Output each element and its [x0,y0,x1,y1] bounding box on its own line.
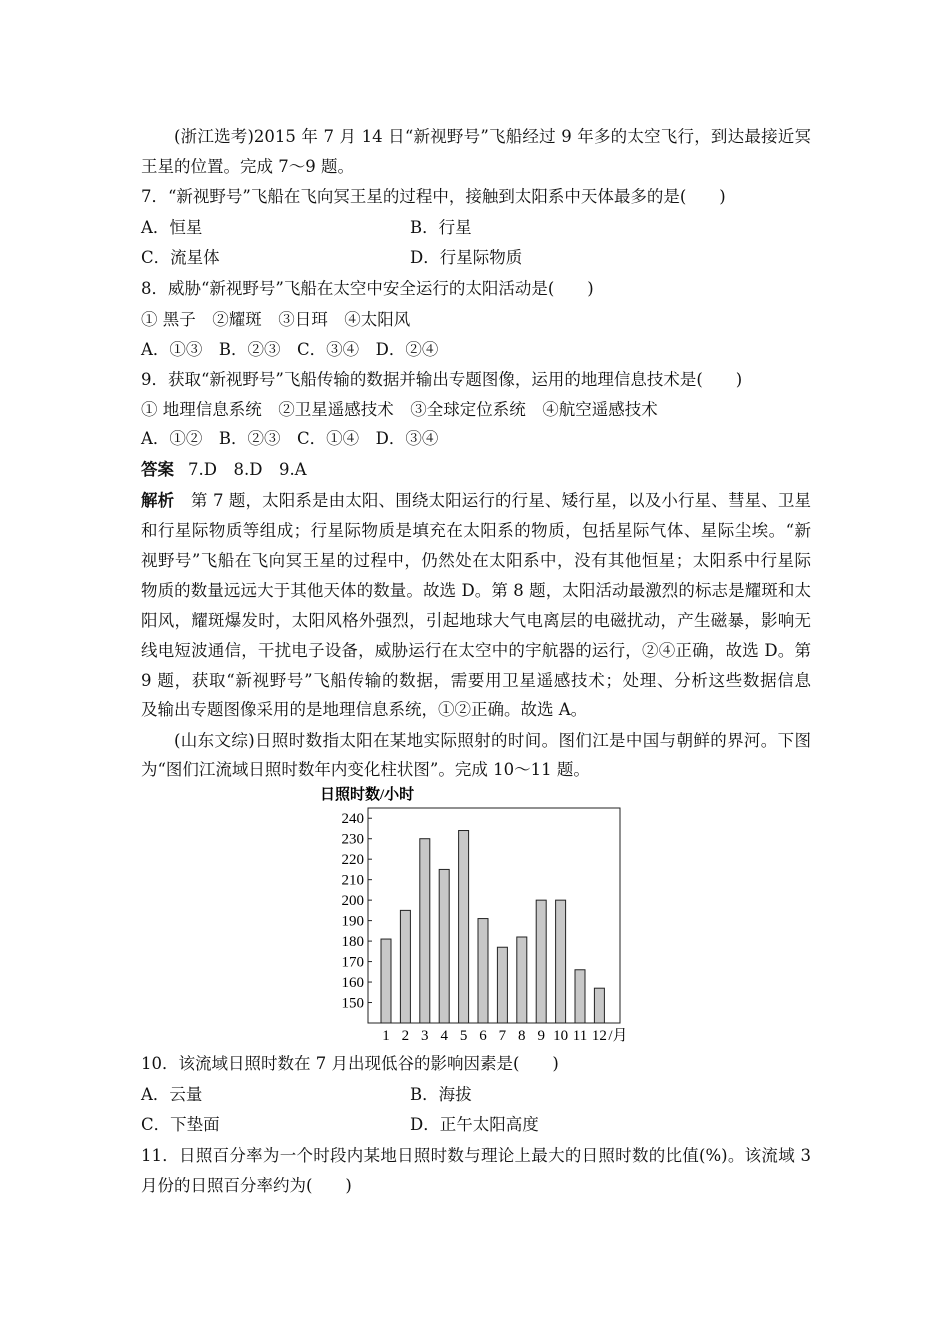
y-tick-label: 200 [341,893,364,910]
question-10-option-a: A．云量 [141,1085,203,1104]
x-tick-label: 9 [537,1028,545,1042]
y-tick-label: 160 [341,975,364,992]
bar-month-8 [517,937,527,1023]
question-10-options-row-1 [141,1085,811,1105]
answer-line [141,460,811,480]
question-7-option-d: D．行星际物质 [410,248,523,267]
analysis-line-5: 阳风，耀斑爆发时，太阳风格外强烈，引起地球大气电离层的电磁扰动，产生磁暴，影响无 [141,611,811,630]
question-7-option-b: B．行星 [410,218,472,237]
answer-label: 答案 [141,460,174,479]
bar-month-4 [439,869,449,1023]
x-tick-label: 5 [459,1028,468,1042]
x-axis-unit: /月 [608,1028,628,1042]
analysis-line-3: 视野号”飞船在飞向冥王星的过程中，仍然处在太阳系中，没有其他恒星；太阳系中行星际 [141,551,811,570]
bar-month-12 [594,988,604,1023]
bar-month-5 [459,831,469,1023]
question-11-line-2: 月份的日照百分率约为( ) [141,1176,352,1195]
intro-1-line-1: (浙江选考)2015 年 7 月 14 日“新视野号”飞船经过 9 年多的太空飞行，到达最接近冥 [174,127,811,146]
intro-1-line-2: 王星的位置。完成 7～9 题。 [141,157,354,176]
question-8-items: ① 黑子 ②耀斑 ③日珥 ④太阳风 [141,310,411,329]
chart-title: 日照时数/小时 [320,787,415,803]
x-axis [382,1027,627,1042]
y-tick-label: 240 [341,811,364,828]
question-10-option-d: D．正午太阳高度 [410,1115,539,1134]
question-10-options-row-2 [141,1115,811,1135]
x-tick-label: 8 [518,1028,526,1042]
bar-month-2 [400,910,410,1023]
x-tick-label: 6 [479,1028,487,1042]
question-7-option-c: C．流星体 [141,248,220,267]
question-9-items: ① 地理信息系统 ②卫星遥感技术 ③全球定位系统 ④航空遥感技术 [141,400,658,419]
analysis-line-8: 及输出专题图像采用的是地理信息系统，①②正确。故选 A。 [141,700,588,719]
analysis-line-2: 和行星际物质等组成；行星际物质是填充在太阳系的物质，包括星际气体、星际尘埃。“新 [141,521,811,540]
analysis-label: 解析 [141,491,175,510]
bar-month-1 [381,939,391,1023]
x-tick-label: 1 [382,1028,390,1042]
bar-month-3 [420,839,430,1023]
x-tick-label: 7 [498,1028,507,1042]
analysis-line-1 [141,491,811,511]
bar-month-10 [556,900,566,1023]
bars [381,831,604,1023]
analysis-line-6: 线电短波通信，干扰电子设备，威胁运行在太空中的宇航器的运行，②④正确，故选 D。第 [141,641,811,660]
sunshine-hours-bar-chart [300,782,640,1042]
x-tick-label: 10 [553,1028,569,1042]
bar-month-9 [536,900,546,1023]
x-tick-label: 11 [572,1028,588,1042]
bar-month-7 [497,947,507,1023]
intro-2-line-2: 为“图们江流域日照时数年内变化柱状图”。完成 10～11 题。 [141,760,590,779]
analysis-line-7: 9 题，获取“新视野号”飞船传输的数据，需要用卫星遥感技术；处理、分析这些数据信息 [141,671,811,690]
question-10-stem: 10．该流域日照时数在 7 月出现低谷的影响因素是( ) [141,1054,559,1073]
question-8-options: A．①③ B．②③ C．③④ D．②④ [141,340,439,359]
bar-month-6 [478,919,488,1023]
intro-2-line-1: (山东文综)日照时数指太阳在某地实际照射的时间。图们江是中国与朝鲜的界河。下图 [174,731,811,750]
x-tick-label: 2 [401,1028,410,1042]
y-tick-label: 170 [341,954,364,971]
question-7-options-row-1 [141,218,811,238]
analysis-text-1: 第 7 题，太阳系是由太阳、围绕太阳运行的行星、矮行星，以及小行星、彗星、卫星 [190,491,811,510]
y-tick-label: 210 [341,872,364,889]
question-11-line-1: 11．日照百分率为一个时段内某地日照时数与理论上最大的日照时数的比值(%)。该流域 3 [141,1146,811,1165]
question-10-option-c: C．下垫面 [141,1115,220,1134]
question-9-stem: 9．获取“新视野号”飞船传输的数据并输出专题图像，运用的地理信息技术是( ) [141,370,743,389]
y-tick-label: 180 [341,934,364,951]
y-tick-label: 220 [341,852,364,869]
x-tick-label: 12 [591,1028,607,1042]
y-tick-label: 150 [341,995,364,1012]
bar-month-11 [575,970,585,1023]
y-axis [342,811,373,1011]
y-tick-label: 230 [341,831,364,848]
answer-text: 7.D 8.D 9.A [188,460,307,479]
question-8-stem: 8．威胁“新视野号”飞船在太空中安全运行的太阳活动是( ) [141,279,594,298]
analysis-line-4: 物质的数量远远大于其他天体的数量。故选 D。第 8 题，太阳活动最激烈的标志是耀斑和太 [141,581,811,600]
x-tick-label: 3 [421,1028,429,1042]
question-7-stem: 7．“新视野号”飞船在飞向冥王星的过程中，接触到太阳系中天体最多的是( ) [141,187,726,206]
x-tick-label: 4 [440,1028,448,1042]
question-7-options-row-2 [141,248,811,268]
y-tick-label: 190 [341,913,364,930]
question-7-option-a: A．恒星 [141,218,203,237]
question-10-option-b: B．海拔 [410,1085,472,1104]
question-9-options: A．①② B．②③ C．①④ D．③④ [141,429,439,448]
